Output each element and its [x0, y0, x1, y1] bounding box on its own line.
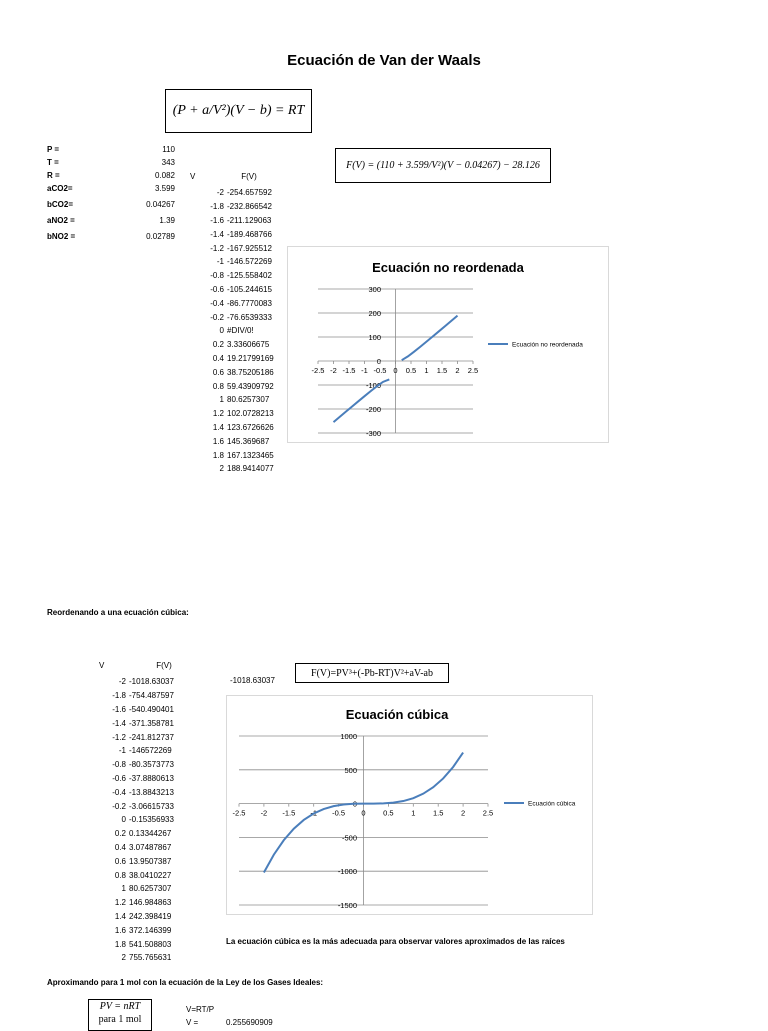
x-tick-label: -0.5: [373, 366, 387, 375]
x-tick-label: -2: [260, 808, 268, 818]
table-row: [190, 227, 297, 241]
x-tick-label: -1: [361, 366, 368, 375]
table-cell-v: -1.4: [112, 718, 126, 728]
table-cell-f: 3.07487867: [129, 842, 172, 852]
table-cell-f: -3.06615733: [129, 801, 174, 811]
x-tick-label: 1.5: [432, 808, 444, 818]
param-label: bCO2=: [47, 200, 74, 209]
x-tick-label: -1.5: [282, 808, 296, 818]
param-value: 0.04267: [146, 200, 175, 209]
table-cell-v: 2: [121, 953, 126, 963]
table-cell-f: 145.369687: [227, 436, 270, 446]
param-value: 1.39: [159, 216, 175, 225]
param-value: 343: [161, 158, 175, 167]
table-cell-v: 2: [219, 464, 224, 474]
param-label: T =: [47, 158, 59, 167]
table-row: [96, 813, 199, 827]
table-cell-v: 1.6: [114, 925, 126, 935]
x-tick-label: 0: [361, 808, 366, 818]
table-cell-f: 3.33606675: [227, 340, 270, 350]
param-label: aNO2 =: [47, 216, 75, 225]
table-row: [190, 310, 297, 324]
table-cell-f: -254.657592: [227, 188, 272, 198]
table-row: [190, 283, 297, 297]
table-cell-f: -13.8843213: [129, 787, 174, 797]
table-row: [96, 923, 199, 937]
table-cell-f: 146.984863: [129, 898, 172, 908]
table-row: [96, 910, 199, 924]
x-tick-label: 1: [424, 366, 429, 375]
x-tick-label: 2.5: [482, 808, 494, 818]
y-tick-label: -100: [365, 381, 381, 390]
param-row: [47, 156, 175, 169]
table-cell-v: -1.6: [210, 215, 224, 225]
table-row: [190, 214, 297, 228]
chart-cubica: [226, 695, 593, 915]
param-value: 0.082: [154, 171, 175, 180]
table-cell-f: -189.468766: [227, 229, 272, 239]
x-tick-label: -2.5: [311, 366, 325, 375]
x-tick-label: 1.5: [436, 366, 448, 375]
table-row: [96, 730, 199, 744]
y-tick-label: 300: [368, 285, 381, 294]
table-row: [190, 269, 297, 283]
table-cell-v: 0: [121, 815, 126, 825]
table-row: [190, 200, 297, 214]
table-cell-v: 0.2: [114, 829, 126, 839]
table-row: [96, 937, 199, 951]
fv-equation-text: F(V) = (110 + 3.599/V²)(V − 0.04267) − 28.126: [346, 160, 540, 171]
table-cell-v: 0.4: [114, 842, 126, 852]
table2-v-header: V: [99, 661, 105, 670]
table-row: [190, 296, 297, 310]
table-cell-v: 1.4: [114, 911, 126, 921]
table-row: [190, 434, 297, 448]
ideal-v-value: 0.255690909: [226, 1018, 273, 1027]
table-row: [96, 882, 199, 896]
table-row: [96, 854, 199, 868]
table-row: [190, 421, 297, 435]
param-row: [47, 169, 175, 182]
table-row: [190, 393, 297, 407]
x-tick-label: 1: [411, 808, 416, 818]
ideal-gas-equation: [88, 999, 152, 1031]
table-cell-v: -0.6: [112, 773, 126, 783]
table-row: [96, 703, 199, 717]
table-cell-v: 1: [219, 395, 224, 405]
legend-label: Ecuación cúbica: [528, 800, 576, 808]
table-no-reordenada: [190, 172, 297, 476]
table-row: [96, 716, 199, 730]
table-cell-v: -0.2: [210, 312, 224, 322]
table-row: [190, 462, 297, 476]
table-row: [96, 689, 199, 703]
y-tick-label: 200: [368, 309, 381, 318]
param-row: [47, 143, 175, 156]
table2-f-header: F(V): [156, 661, 172, 670]
table-row: [96, 841, 199, 855]
table-cell-v: -2: [216, 188, 224, 198]
table-cell-f: 541.508803: [129, 939, 172, 949]
table-cell-v: 1.8: [114, 939, 126, 949]
legend-label: Ecuación no reordenada: [512, 341, 583, 349]
param-value: 3.599: [154, 184, 175, 193]
table-cell-v: 0.8: [212, 381, 224, 391]
table-cell-v: -2: [118, 677, 126, 687]
table-row: [190, 407, 297, 421]
cubic-equation: [295, 663, 449, 683]
table-cell-f: -146.572269: [227, 257, 272, 267]
table-row: [190, 186, 297, 200]
x-tick-label: -2.5: [232, 808, 246, 818]
table-cell-f: -37.8880613: [129, 773, 174, 783]
reorder-note: Reordenando a una ecuación cúbica:: [47, 608, 189, 617]
ideal-gas-note: Aproximando para 1 mol con la ecuación de la Ley de los Gases Ideales:: [47, 978, 324, 987]
van-der-waals-equation-text: (P + a/V²)(V − b) = RT: [172, 103, 305, 118]
y-tick-label: -1500: [337, 901, 357, 910]
param-row: [47, 214, 175, 230]
table-cell-f: 19.21799169: [227, 353, 274, 363]
table-cell-f: 167.1323465: [227, 450, 274, 460]
x-tick-label: -0.5: [332, 808, 346, 818]
param-label: R =: [47, 171, 60, 180]
table-row: [96, 951, 199, 965]
table-cell-v: 0.8: [114, 870, 126, 880]
y-tick-label: 500: [344, 765, 357, 775]
table-row: [190, 324, 297, 338]
table-cell-f: -86.7770083: [227, 298, 272, 308]
param-label: aCO2=: [47, 184, 73, 193]
table-cell-f: -1018.63037: [129, 677, 174, 687]
table-cell-f: -241.812737: [129, 732, 174, 742]
ideal-eq-line1: PV = nRT: [99, 1001, 141, 1012]
page-title: Ecuación de Van der Waals: [287, 52, 481, 69]
parameters-list: [47, 143, 175, 246]
table-cell-f: -80.3573773: [129, 760, 174, 770]
y-tick-label: 0: [352, 799, 357, 809]
table-cell-f: -754.487597: [129, 691, 174, 701]
x-tick-label: 0.5: [405, 366, 417, 375]
x-tick-label: -1: [310, 808, 318, 818]
table-cell-f: 372.146399: [129, 925, 172, 935]
table-row: [96, 758, 199, 772]
table-row: [96, 799, 199, 813]
table-cell-v: 1.2: [114, 898, 126, 908]
table-cell-v: -1.2: [210, 243, 224, 253]
y-tick-label: 100: [368, 333, 381, 342]
van-der-waals-equation: [165, 89, 312, 133]
table-row: [190, 365, 297, 379]
table-cell-v: -0.8: [210, 271, 224, 281]
table-cell-v: -1: [216, 257, 224, 267]
param-value: 0.02789: [146, 232, 175, 241]
table-cell-v: 0: [219, 326, 224, 336]
y-tick-label: -500: [341, 833, 357, 843]
table-cell-f: 188.9414077: [227, 464, 274, 474]
cubic-note: La ecuación cúbica es la más adecuada para observar valores aproximados de las raíces: [226, 937, 565, 946]
table-cell-f: 13.9507387: [129, 856, 172, 866]
side-value: -1018.63037: [230, 676, 275, 685]
ideal-formula: V=RT/P: [186, 1005, 215, 1014]
param-row: [47, 182, 175, 198]
table-cubica: [96, 661, 199, 965]
table-cell-v: -0.6: [210, 284, 224, 294]
table1-f-header: F(V): [241, 172, 257, 181]
ideal-eq-line2: para 1 mol: [98, 1014, 142, 1025]
table-cell-v: 0.6: [212, 367, 224, 377]
table-cell-v: -0.2: [112, 801, 126, 811]
y-tick-label: -1000: [337, 867, 357, 877]
y-tick-label: 1000: [340, 732, 357, 741]
table-cell-v: 1.8: [212, 450, 224, 460]
x-tick-label: 2.5: [467, 366, 479, 375]
table-cell-f: 123.6726626: [227, 422, 274, 432]
ideal-v-label: V =: [186, 1018, 199, 1027]
table-row: [190, 379, 297, 393]
x-tick-label: 2: [461, 808, 466, 818]
table-cell-v: -0.4: [210, 298, 224, 308]
table-cell-f: 102.0728213: [227, 409, 274, 419]
table-row: [96, 785, 199, 799]
table-cell-f: -540.490401: [129, 704, 174, 714]
table-cell-v: -1: [118, 746, 126, 756]
param-row: [47, 198, 175, 214]
x-tick-label: -1.5: [342, 366, 356, 375]
table-row: [190, 255, 297, 269]
cubic-equation-text: F(V)=PV³+(-Pb-RT)V²+aV-ab: [311, 667, 433, 679]
table-cell-f: 755.765631: [129, 953, 172, 963]
table-row: [96, 675, 199, 689]
table-cell-v: 0.6: [114, 856, 126, 866]
table-cell-v: 0.4: [212, 353, 224, 363]
table-cell-f: -371.358781: [129, 718, 174, 728]
table-cell-v: -1.6: [112, 704, 126, 714]
table-cell-v: -0.4: [112, 787, 126, 797]
y-tick-label: -300: [365, 429, 381, 438]
x-tick-label: 0: [393, 366, 398, 375]
table-cell-f: 0.13344267: [129, 829, 172, 839]
param-label: P =: [47, 145, 60, 154]
table-cell-f: -76.6539333: [227, 312, 272, 322]
x-tick-label: 2: [455, 366, 460, 375]
table-cell-f: 59.43909792: [227, 381, 274, 391]
table-cell-f: -0.15356933: [129, 815, 174, 825]
param-row: [47, 230, 175, 246]
table-cell-v: -1.8: [112, 691, 126, 701]
table-cell-f: 38.75205186: [227, 367, 274, 377]
table-row: [96, 744, 199, 758]
table-cell-f: 80.6257307: [227, 395, 270, 405]
fv-equation: [335, 148, 551, 183]
table-row: [96, 868, 199, 882]
table-cell-v: 0.2: [212, 340, 224, 350]
table-row: [190, 352, 297, 366]
table-row: [96, 772, 199, 786]
chart-title: Ecuación no reordenada: [372, 260, 524, 275]
table-cell-v: -0.8: [112, 760, 126, 770]
table-row: [190, 448, 297, 462]
table-row: [96, 896, 199, 910]
table-cell-f: 242.398419: [129, 911, 172, 921]
table-cell-v: 1.6: [212, 436, 224, 446]
table-cell-f: -125.558402: [227, 271, 272, 281]
table-cell-v: -1.4: [210, 229, 224, 239]
table1-v-header: V: [190, 172, 196, 181]
table-cell-v: 1.2: [212, 409, 224, 419]
table-cell-v: -1.8: [210, 202, 224, 212]
table-row: [96, 827, 199, 841]
param-label: bNO2 =: [47, 232, 76, 241]
table-cell-f: -146572269: [129, 746, 172, 756]
y-tick-label: 0: [376, 357, 381, 366]
chart-title: Ecuación cúbica: [345, 707, 449, 722]
table-cell-f: 38.0410227: [129, 870, 172, 880]
y-tick-label: -200: [365, 405, 381, 414]
table-row: [190, 241, 297, 255]
x-tick-label: 0.5: [383, 808, 394, 818]
chart-no-reordenada: [287, 246, 609, 443]
table-cell-v: 1.4: [212, 422, 224, 432]
table-cell-v: -1.2: [112, 732, 126, 742]
x-tick-label: -2: [330, 366, 337, 375]
table-cell-f: -105.244615: [227, 284, 272, 294]
table-cell-f: -211.129063: [227, 215, 272, 225]
table-cell-f: -167.925512: [227, 243, 272, 253]
table-cell-f: 80.6257307: [129, 884, 172, 894]
table-row: [190, 338, 297, 352]
table-cell-v: 1: [121, 884, 126, 894]
table-cell-f: -232.866542: [227, 202, 272, 212]
param-value: 110: [162, 145, 175, 154]
table-cell-f: #DIV/0!: [227, 326, 254, 336]
series-line: [402, 316, 458, 361]
